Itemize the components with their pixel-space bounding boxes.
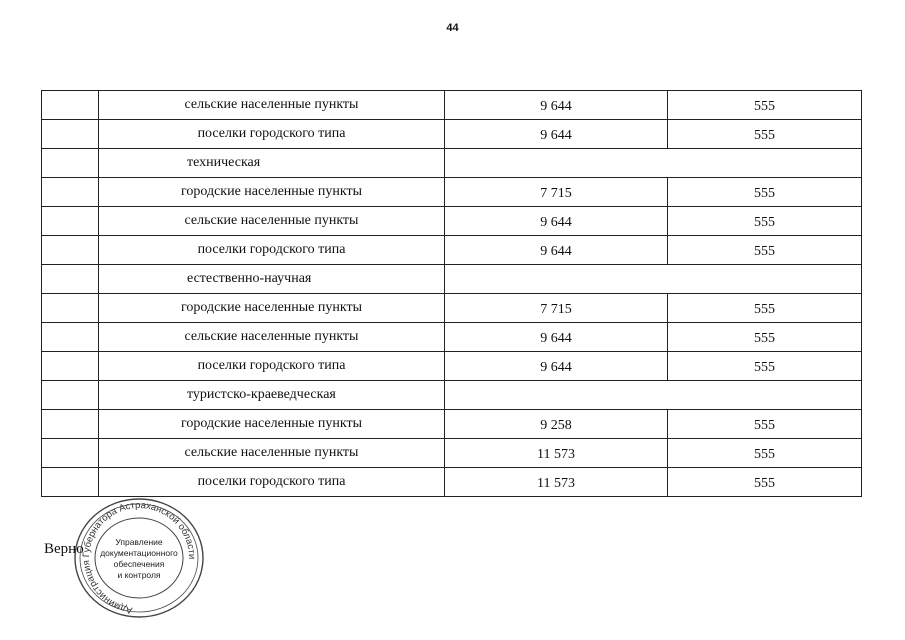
table-row xyxy=(42,294,862,323)
row-number-cell xyxy=(42,178,99,207)
row-number-cell xyxy=(42,410,99,439)
seal-center-line: документационного xyxy=(100,548,178,558)
section-empty-cell xyxy=(445,381,862,410)
settlement-type-cell: городские населенные пункты xyxy=(99,178,445,207)
section-row xyxy=(42,149,862,178)
value-2: 555 xyxy=(754,447,775,462)
value-cell-1 xyxy=(445,236,668,265)
value-2: 555 xyxy=(754,302,775,317)
value-1: 11 573 xyxy=(537,447,575,462)
value-cell-1 xyxy=(445,91,668,120)
seal-ring-text: Администрация Губернатора Астраханской области xyxy=(81,499,198,616)
value-cell-2 xyxy=(668,468,862,497)
value-cell-1 xyxy=(445,468,668,497)
seal-center-line: и контроля xyxy=(117,570,161,580)
settlement-type-cell: сельские населенные пункты xyxy=(99,207,445,236)
section-row xyxy=(42,381,862,410)
value-cell-2 xyxy=(668,294,862,323)
table-row xyxy=(42,410,862,439)
row-number-cell xyxy=(42,120,99,149)
table-row xyxy=(42,439,862,468)
section-heading: туристско-краеведческая xyxy=(99,381,445,410)
value-1: 11 573 xyxy=(537,476,575,491)
value-cell-2 xyxy=(668,352,862,381)
settlement-type-cell: городские населенные пункты xyxy=(99,410,445,439)
value-cell-2 xyxy=(668,323,862,352)
settlement-type-cell: поселки городского типа xyxy=(99,120,445,149)
value-cell-2 xyxy=(668,207,862,236)
value-2: 555 xyxy=(754,331,775,346)
value-2: 555 xyxy=(754,186,775,201)
official-seal xyxy=(73,497,205,619)
row-number-cell xyxy=(42,381,99,410)
table-row xyxy=(42,207,862,236)
row-number-cell xyxy=(42,236,99,265)
table-row xyxy=(42,323,862,352)
value-2: 555 xyxy=(754,244,775,259)
settlement-type-cell: поселки городского типа xyxy=(99,468,445,497)
table-row xyxy=(42,120,862,149)
value-cell-2 xyxy=(668,410,862,439)
row-number-cell xyxy=(42,294,99,323)
row-number-cell xyxy=(42,265,99,294)
settlement-type-cell: городские населенные пункты xyxy=(99,294,445,323)
table-row xyxy=(42,178,862,207)
seal-center-line: Управление xyxy=(115,537,163,547)
value-1: 9 644 xyxy=(540,244,572,259)
row-number-cell xyxy=(42,468,99,497)
certification-label: Верно xyxy=(44,541,84,557)
value-cell-1 xyxy=(445,323,668,352)
row-number-cell xyxy=(42,149,99,178)
seal-center-text xyxy=(100,537,178,580)
tariff-table xyxy=(41,90,862,497)
settlement-type-cell: поселки городского типа xyxy=(99,236,445,265)
value-1: 9 644 xyxy=(540,331,572,346)
page-number: 44 xyxy=(446,22,459,34)
value-2: 555 xyxy=(754,418,775,433)
tariff-table-body xyxy=(42,91,862,497)
value-cell-1 xyxy=(445,294,668,323)
value-cell-1 xyxy=(445,120,668,149)
section-heading: техническая xyxy=(99,149,445,178)
table-row xyxy=(42,236,862,265)
seal-center-line: обеспечения xyxy=(113,559,165,569)
value-1: 7 715 xyxy=(540,186,572,201)
table-row xyxy=(42,91,862,120)
value-cell-1 xyxy=(445,178,668,207)
settlement-type-cell: сельские населенные пункты xyxy=(99,91,445,120)
value-cell-1 xyxy=(445,410,668,439)
row-number-cell xyxy=(42,207,99,236)
value-2: 555 xyxy=(754,99,775,114)
value-2: 555 xyxy=(754,360,775,375)
value-2: 555 xyxy=(754,215,775,230)
section-empty-cell xyxy=(445,149,862,178)
settlement-type-cell: поселки городского типа xyxy=(99,352,445,381)
table-row xyxy=(42,468,862,497)
value-cell-2 xyxy=(668,91,862,120)
section-empty-cell xyxy=(445,265,862,294)
value-cell-2 xyxy=(668,439,862,468)
row-number-cell xyxy=(42,352,99,381)
value-1: 9 644 xyxy=(540,128,572,143)
settlement-type-cell: сельские населенные пункты xyxy=(99,323,445,352)
value-1: 7 715 xyxy=(540,302,572,317)
value-cell-2 xyxy=(668,120,862,149)
section-heading: естественно-научная xyxy=(99,265,445,294)
value-cell-2 xyxy=(668,178,862,207)
value-cell-1 xyxy=(445,352,668,381)
settlement-type-cell: сельские населенные пункты xyxy=(99,439,445,468)
value-2: 555 xyxy=(754,476,775,491)
value-cell-1 xyxy=(445,207,668,236)
value-2: 555 xyxy=(754,128,775,143)
row-number-cell xyxy=(42,91,99,120)
value-1: 9 644 xyxy=(540,360,572,375)
value-1: 9 644 xyxy=(540,215,572,230)
row-number-cell xyxy=(42,439,99,468)
value-cell-2 xyxy=(668,236,862,265)
value-1: 9 644 xyxy=(540,99,572,114)
value-1: 9 258 xyxy=(540,418,572,433)
value-cell-1 xyxy=(445,439,668,468)
table-row xyxy=(42,352,862,381)
row-number-cell xyxy=(42,323,99,352)
section-row xyxy=(42,265,862,294)
